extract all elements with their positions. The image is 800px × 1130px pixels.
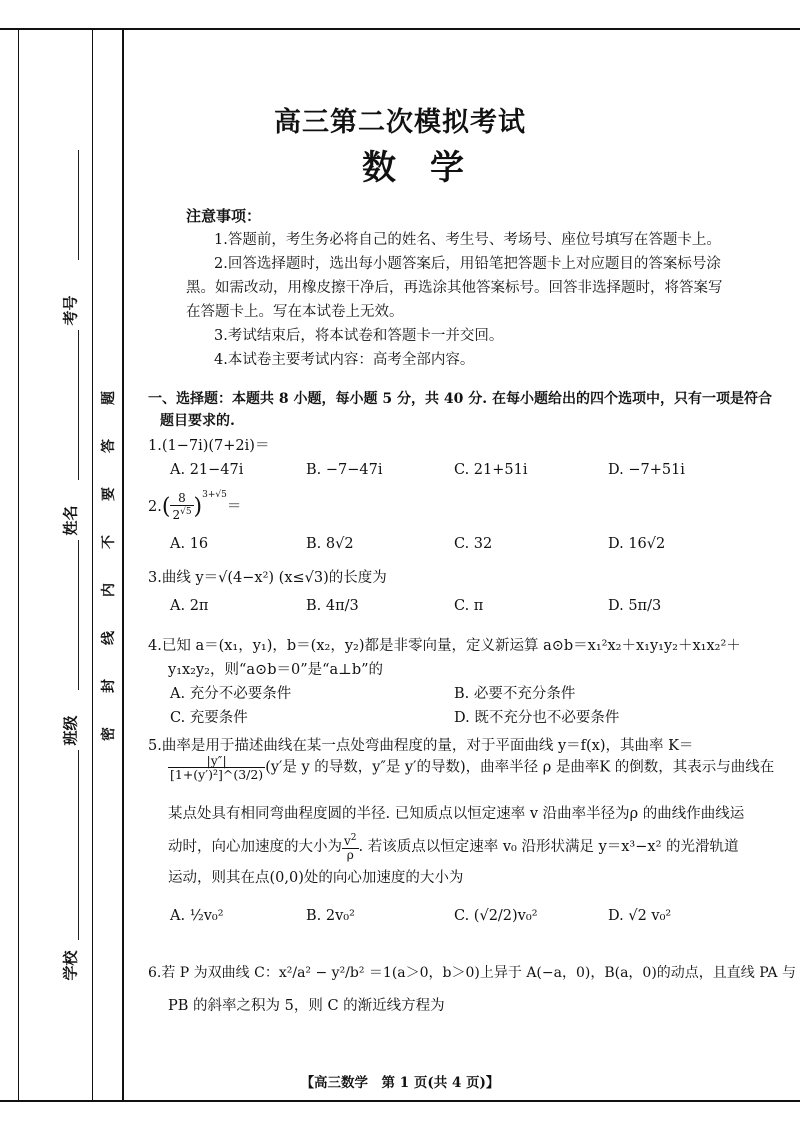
q5-line4-b: . 若该质点以恒定速率 v₀ 沿形状满足 y＝x³−x² 的光滑轨道 bbox=[358, 839, 739, 855]
seal-char: 密 bbox=[101, 727, 117, 741]
notice-item: 1.答题前，考生务必将自己的姓名、考生号、考场号、座位号填写在答题卡上。 bbox=[214, 232, 721, 248]
notice-item: 4.本试卷主要考试内容：高考全部内容。 bbox=[214, 352, 475, 368]
section-heading: 一、选择题：本题共 8 小题，每小题 5 分，共 40 分. 在每小题给出的四个选项中，只有一项是符合 bbox=[148, 391, 772, 407]
q6-stem-line1: 6.若 P 为双曲线 C：x²/a² − y²/b² ＝1(a＞0，b＞0)上异于 A(−a，0)，B(a，0)的动点，且直线 PA 与 bbox=[148, 965, 796, 981]
q1-stem: 1.(1−7i)(7+2i)＝ bbox=[148, 438, 270, 454]
q6-stem-line2: PB 的斜率之积为 5，则 C 的渐近线方程为 bbox=[168, 998, 445, 1014]
q2-option-d[interactable]: D. 16√2 bbox=[608, 536, 666, 552]
q2-option-c[interactable]: C. 32 bbox=[454, 536, 493, 552]
class-blank[interactable] bbox=[78, 540, 79, 690]
notice-heading: 注意事项： bbox=[186, 207, 262, 225]
q5-curvature-numerator: |y″| bbox=[168, 754, 265, 768]
q5-option-a[interactable]: A. ½v₀² bbox=[170, 908, 224, 924]
notice-block bbox=[186, 204, 746, 228]
q5-stem-line1: 5.曲率是用于描述曲线在某一点处弯曲程度的量，对于平面曲线 y＝f(x)，其曲率 K＝ bbox=[148, 738, 694, 754]
q5-line4-a: 动时，向心加速度的大小为 bbox=[168, 839, 342, 855]
q2-option-b[interactable]: B. 8√2 bbox=[306, 536, 354, 552]
seal-char: 要 bbox=[101, 487, 117, 501]
q3-option-b[interactable]: B. 4π/3 bbox=[306, 598, 359, 614]
frame-bottom-rule bbox=[0, 1100, 800, 1102]
q1-option-d[interactable]: D. −7+51i bbox=[608, 462, 685, 478]
q5-option-b[interactable]: B. 2v₀² bbox=[306, 908, 355, 924]
q4-stem-line2: y₁x₂y₂，则“a⊙b＝0”是“a⊥b”的 bbox=[168, 662, 384, 678]
seal-char: 线 bbox=[101, 631, 117, 645]
school-blank[interactable] bbox=[78, 750, 79, 940]
section-heading-cont: 题目要求的. bbox=[160, 413, 235, 429]
question-body bbox=[148, 388, 796, 1048]
seal-char: 不 bbox=[101, 535, 117, 549]
q4-option-a[interactable]: A. 充分不必要条件 bbox=[170, 686, 292, 702]
q2-stem: 2.( $\frac{8}{2^{√5}}$ )$^{3+√5}$＝ bbox=[148, 490, 242, 522]
q2-equals: ＝ bbox=[226, 499, 242, 515]
q4-option-c[interactable]: C. 充要条件 bbox=[170, 710, 248, 726]
notice-item: 3.考试结束后，将本试卷和答题卡一并交回。 bbox=[214, 328, 504, 344]
q1-option-a[interactable]: A. 21−47i bbox=[170, 462, 244, 478]
q5-line2-text: (y′是 y 的导数，y″是 y′的导数)，曲率半径 ρ 是曲率K 的倒数，其表示与曲线在 bbox=[265, 759, 775, 776]
q2-option-a[interactable]: A. 16 bbox=[170, 536, 209, 552]
q2-number: 2. bbox=[148, 499, 162, 515]
q3-option-c[interactable]: C. π bbox=[454, 598, 484, 614]
q5-curvature-denominator: [1+(y′)²]^(3/2) bbox=[170, 767, 264, 782]
q4-option-d[interactable]: D. 既不充分也不必要条件 bbox=[454, 710, 620, 726]
q1-option-c[interactable]: C. 21+51i bbox=[454, 462, 528, 478]
notice-items bbox=[186, 228, 726, 372]
q5-stem-line3: 某点处具有相同弯曲程度圆的半径. 已知质点以恒定速率 v 沿曲率半径为ρ 的曲线作曲线运 bbox=[168, 806, 745, 822]
q5-stem-line5: 运动，则其在点(0,0)处的向心加速度的大小为 bbox=[168, 870, 464, 886]
q1-option-b[interactable]: B. −7−47i bbox=[306, 462, 383, 478]
seal-char: 答 bbox=[101, 439, 117, 453]
class-label: 班级 bbox=[61, 715, 80, 746]
q5-option-d[interactable]: D. √2 v₀² bbox=[608, 908, 672, 924]
notice-item: 2.回答选择题时，选出每小题答案后，用铅笔把答题卡上对应题目的答案标号涂黑。如需改动，用橡皮擦干净后，再选涂其他答案标号。回答非选择题时，将答案写在答题卡上。写在本试卷上无效。 bbox=[186, 256, 723, 320]
binding-line-seal bbox=[122, 28, 124, 1102]
seal-char: 内 bbox=[101, 583, 117, 597]
subject-title: 数学 bbox=[362, 148, 498, 188]
q3-option-a[interactable]: A. 2π bbox=[170, 598, 209, 614]
seal-char: 封 bbox=[101, 679, 117, 693]
binding-line-inner bbox=[92, 28, 93, 1102]
frame-top-rule bbox=[0, 28, 800, 30]
school-label: 学校 bbox=[61, 950, 80, 981]
exam-number-label: 考号 bbox=[61, 295, 80, 326]
q4-stem-line1: 4.已知 a＝(x₁，y₁)，b＝(x₂，y₂)都是非零向量，定义新运算 a⊙b＝x₁²x₂＋x₁y₁y₂＋x₁x₂²＋ bbox=[148, 638, 741, 654]
name-blank[interactable] bbox=[78, 330, 79, 480]
q3-stem: 3.曲线 y＝√(4−x²) (x≤√3)的长度为 bbox=[148, 570, 387, 586]
q4-option-b[interactable]: B. 必要不充分条件 bbox=[454, 686, 576, 702]
q5-option-c[interactable]: C. (√2/2)v₀² bbox=[454, 908, 538, 924]
q5-stem-line2 bbox=[168, 754, 774, 781]
exam-title: 高三第二次模拟考试 bbox=[274, 107, 526, 138]
binding-line-outer bbox=[18, 28, 19, 1102]
seal-char: 题 bbox=[101, 391, 117, 405]
q5-stem-line4: 动时，向心加速度的大小为 $\frac{v^2}{\rho}$ . 若该质点以恒定速率 v₀ 沿形状满足 y＝x³−x² 的光滑轨道 bbox=[168, 833, 739, 862]
name-label: 姓名 bbox=[61, 505, 80, 536]
page-footer: 【高三数学 第 1 页(共 4 页)】 bbox=[300, 1075, 500, 1091]
q3-option-d[interactable]: D. 5π/3 bbox=[608, 598, 662, 614]
